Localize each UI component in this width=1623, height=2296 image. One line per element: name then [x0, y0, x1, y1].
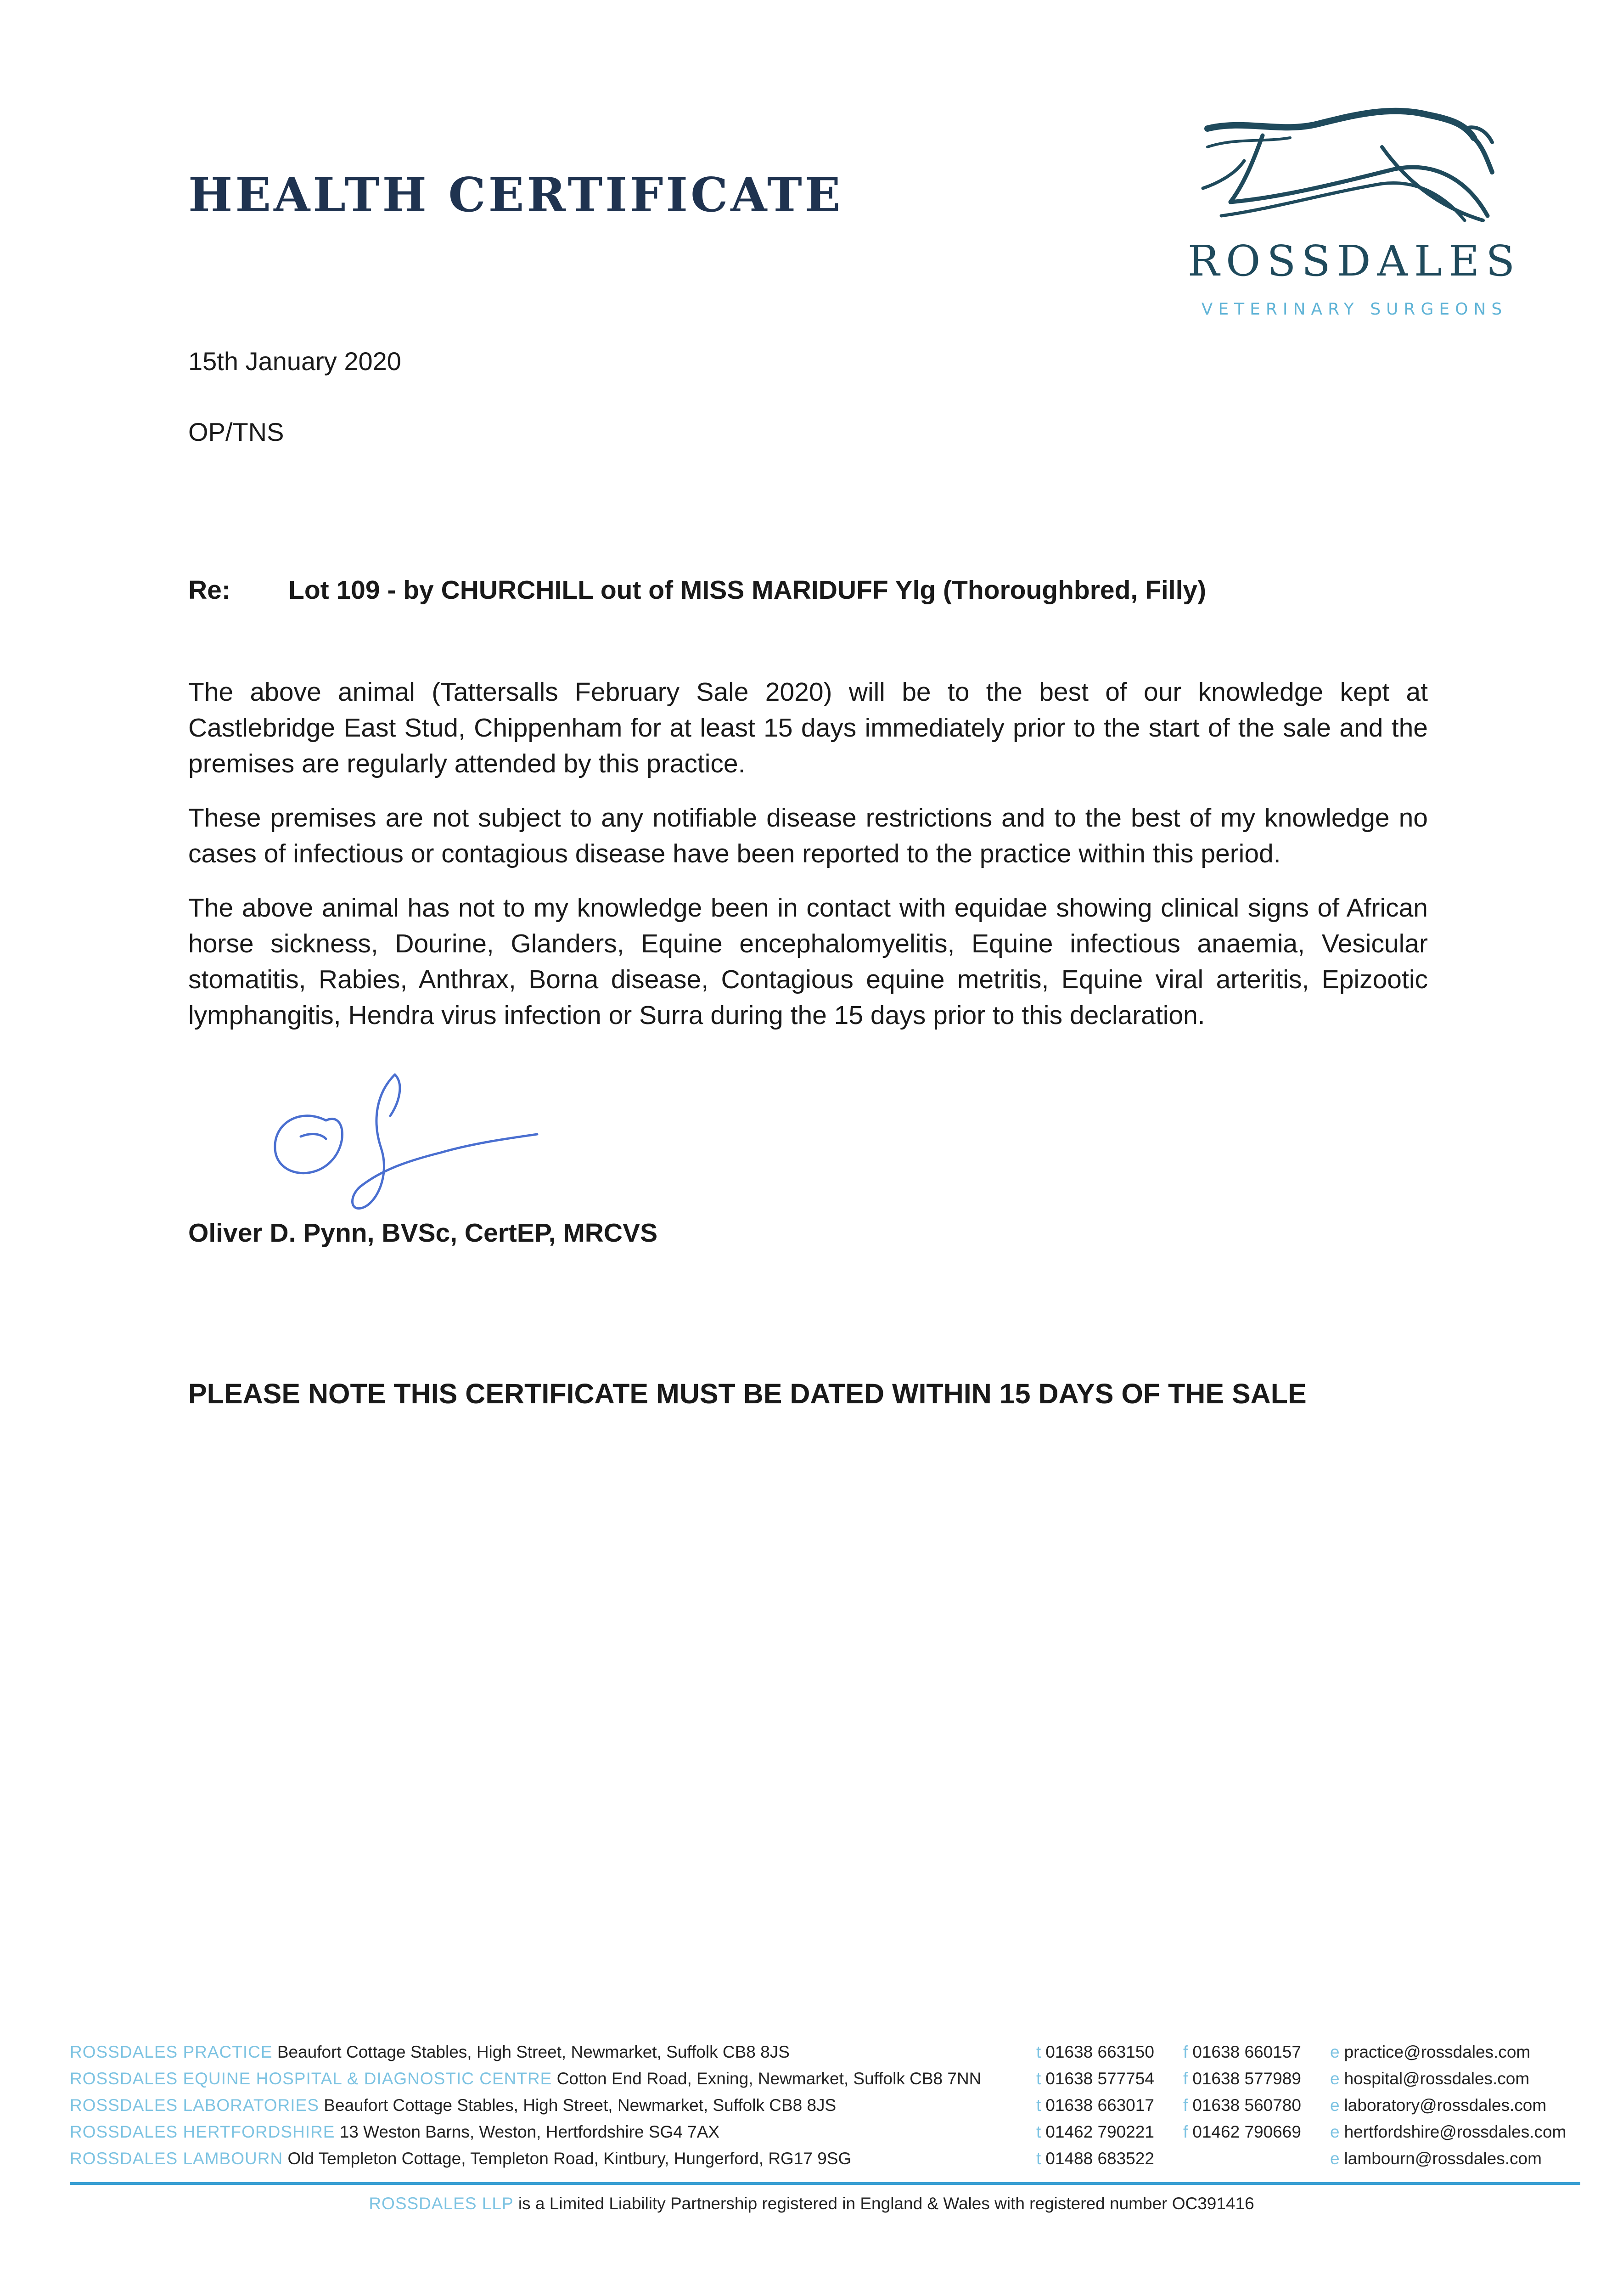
footer-row	[70, 2149, 1580, 2176]
branch-address: Beaufort Cottage Stables, High Street, Newmarket, Suffolk CB8 8JS	[324, 2096, 837, 2115]
page-title: HEALTH CERTIFICATE	[188, 168, 843, 223]
footer-row	[70, 2122, 1580, 2149]
letter-reference: OP/TNS	[188, 417, 284, 446]
branch-fax: f 01462 790669	[1183, 2122, 1301, 2141]
branch-name: ROSSDALES LAMBOURN	[70, 2149, 283, 2168]
branch-name: ROSSDALES LABORATORIES	[70, 2096, 319, 2115]
branch-email: e lambourn@rossdales.com	[1330, 2149, 1542, 2168]
paragraph-diseases: The above animal has not to my knowledge been in contact with equidae showing clinical signs of African horse sickness, Dourine, Glanders, Equine encephalomyelitis, Equine infectious anaemia, Vesicular stomatitis, Rabies, Anthrax, Borna disease, Contagious equine metritis, Equine viral arteritis, Epizootic lymphangitis, Hendra virus infection or Surra during the 15 days prior to this declaration.	[188, 893, 1428, 1030]
branch-address: Beaufort Cottage Stables, High Street, Newmarket, Suffolk CB8 8JS	[277, 2043, 790, 2061]
llp-name: ROSSDALES LLP	[369, 2194, 514, 2213]
handwritten-signature	[257, 1056, 551, 1231]
branch-name: ROSSDALES PRACTICE	[70, 2043, 273, 2061]
branch-fax: f 01638 577989	[1183, 2069, 1301, 2088]
footer-row	[70, 2069, 1580, 2096]
branch-phone: t 01462 790221	[1036, 2122, 1154, 2141]
rossdales-logo	[1189, 92, 1520, 340]
branch-email: e practice@rossdales.com	[1330, 2043, 1531, 2061]
letter-date: 15th January 2020	[188, 347, 401, 376]
branch-phone: t 01638 663017	[1036, 2096, 1154, 2115]
footer-divider	[70, 2182, 1580, 2185]
llp-registration	[0, 2194, 1623, 2213]
logo-name: ROSSDALES	[1189, 236, 1520, 286]
paragraph-premises: The above animal (Tattersalls February Sale 2020) will be to the best of our knowledge kept at Castlebridge East Stud, Chippenham for at least 15 days immediately prior to the start of the sale and the premises are regularly attended by this practice.	[188, 677, 1428, 778]
branch-address: 13 Weston Barns, Weston, Hertfordshire SG4 7AX	[339, 2122, 720, 2141]
branch-name: ROSSDALES EQUINE HOSPITAL & DIAGNOSTIC CENTRE	[70, 2069, 552, 2088]
signer-name: Oliver D. Pynn, BVSc, CertEP, MRCVS	[188, 1218, 658, 1248]
branch-phone: t 01638 577754	[1036, 2069, 1154, 2088]
branch-fax: f 01638 660157	[1183, 2043, 1301, 2061]
footer-row	[70, 2096, 1580, 2122]
horse-logo-icon	[1189, 92, 1520, 331]
dating-note: PLEASE NOTE THIS CERTIFICATE MUST BE DATED WITHIN 15 DAYS OF THE SALE	[188, 1378, 1307, 1409]
branch-phone: t 01638 663150	[1036, 2043, 1154, 2061]
re-subject: Lot 109 - by CHURCHILL out of MISS MARIDUFF Ylg (Thoroughbred, Filly)	[288, 575, 1207, 605]
footer-row	[70, 2043, 1580, 2069]
branch-phone: t 01488 683522	[1036, 2149, 1154, 2168]
branch-email: e hertfordshire@rossdales.com	[1330, 2122, 1567, 2141]
branch-email: e laboratory@rossdales.com	[1330, 2096, 1547, 2115]
branch-fax: f 01638 560780	[1183, 2096, 1301, 2115]
branch-email: e hospital@rossdales.com	[1330, 2069, 1530, 2088]
re-label: Re:	[188, 575, 230, 605]
paragraph-restrictions: These premises are not subject to any notifiable disease restrictions and to the best of my knowledge no cases of infectious or contagious disease have been reported to the practice within this period.	[188, 803, 1428, 868]
branch-address: Cotton End Road, Exning, Newmarket, Suffolk CB8 7NN	[556, 2069, 982, 2088]
branch-name: ROSSDALES HERTFORDSHIRE	[70, 2122, 335, 2141]
logo-tagline: VETERINARY SURGEONS	[1201, 300, 1508, 319]
llp-text: is a Limited Liability Partnership registered in England & Wales with registered number OC391416	[518, 2194, 1254, 2213]
branch-address: Old Templeton Cottage, Templeton Road, Kintbury, Hungerford, RG17 9SG	[287, 2149, 852, 2168]
